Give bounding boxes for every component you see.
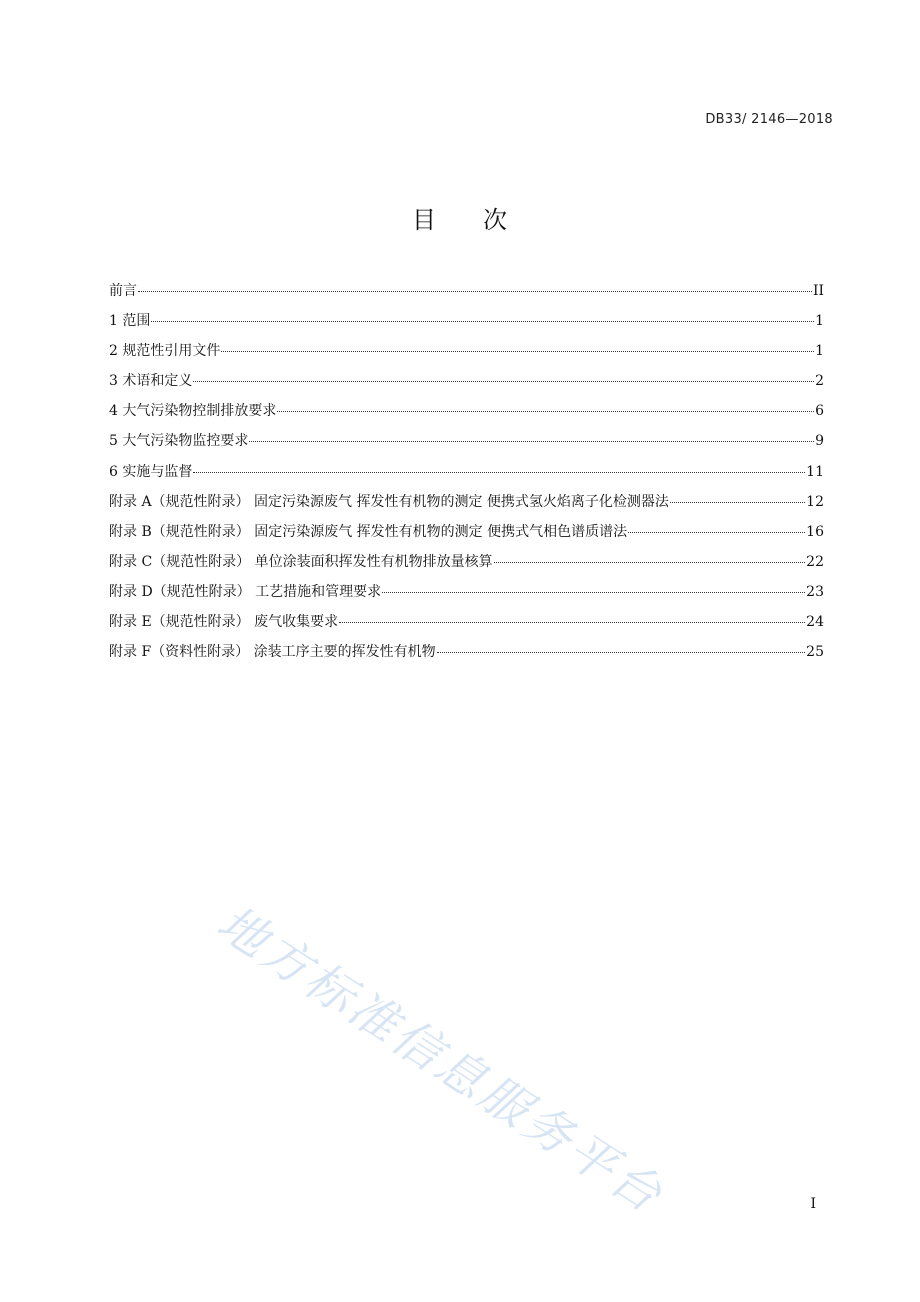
toc-dot-leader bbox=[138, 291, 812, 292]
toc-dot-leader bbox=[277, 411, 814, 412]
toc-entry-page: 11 bbox=[806, 463, 824, 480]
toc-dot-leader bbox=[339, 622, 805, 623]
toc-entry-label: 附录 A（规范性附录） 固定污染源废气 挥发性有机物的测定 便携式氢火焰离子化检测器法 bbox=[109, 493, 669, 510]
toc-entry-monitoring[interactable] bbox=[109, 426, 824, 456]
watermark: 地方标准信息服务平台 bbox=[207, 894, 674, 1225]
toc-dot-leader bbox=[437, 652, 806, 653]
toc-dot-leader bbox=[221, 351, 814, 352]
toc-entry-label: 附录 F（资料性附录） 涂装工序主要的挥发性有机物 bbox=[109, 644, 436, 661]
toc-entry-foreword[interactable] bbox=[109, 276, 824, 306]
toc-entry-appendix-d[interactable] bbox=[109, 577, 824, 607]
toc-entry-appendix-c[interactable] bbox=[109, 547, 824, 577]
table-of-contents bbox=[109, 276, 824, 667]
toc-dot-leader bbox=[494, 562, 806, 563]
toc-entry-page: 6 bbox=[815, 403, 824, 420]
toc-entry-scope[interactable] bbox=[109, 306, 824, 336]
toc-dot-leader bbox=[151, 321, 814, 322]
toc-entry-page: 1 bbox=[815, 313, 824, 330]
toc-dot-leader bbox=[193, 381, 814, 382]
toc-dot-leader bbox=[193, 472, 805, 473]
toc-entry-implementation[interactable] bbox=[109, 457, 824, 487]
toc-entry-label: 附录 B（规范性附录） 固定污染源废气 挥发性有机物的测定 便携式气相色谱质谱法 bbox=[109, 523, 628, 540]
toc-entry-page: 2 bbox=[815, 373, 824, 390]
toc-entry-label: 附录 C（规范性附录） 单位涂装面积挥发性有机物排放量核算 bbox=[109, 553, 493, 570]
toc-entry-page: 1 bbox=[815, 343, 824, 360]
page-number: I bbox=[810, 1196, 816, 1212]
toc-entry-page: 24 bbox=[806, 614, 824, 631]
toc-entry-page: 12 bbox=[806, 493, 824, 510]
toc-entry-label: 附录 D（规范性附录） 工艺措施和管理要求 bbox=[109, 583, 382, 600]
toc-entry-label: 6 实施与监督 bbox=[109, 463, 193, 480]
toc-entry-appendix-f[interactable] bbox=[109, 637, 824, 667]
toc-entry-label: 附录 E（规范性附录） 废气收集要求 bbox=[109, 614, 339, 631]
document-code: DB33/ 2146—2018 bbox=[705, 112, 833, 127]
toc-entry-label: 5 大气污染物监控要求 bbox=[109, 433, 249, 450]
toc-dot-leader bbox=[382, 592, 805, 593]
toc-entry-label: 4 大气污染物控制排放要求 bbox=[109, 403, 277, 420]
toc-entry-page: 16 bbox=[806, 523, 824, 540]
toc-entry-label: 2 规范性引用文件 bbox=[109, 343, 221, 360]
toc-entry-label: 3 术语和定义 bbox=[109, 373, 193, 390]
toc-dot-leader bbox=[670, 502, 805, 503]
toc-entry-label: 前言 bbox=[109, 283, 137, 299]
toc-dot-leader bbox=[628, 532, 805, 533]
toc-entry-page: 9 bbox=[815, 433, 824, 450]
toc-entry-page: 25 bbox=[806, 644, 824, 661]
toc-entry-page: II bbox=[812, 283, 824, 299]
toc-entry-appendix-b[interactable] bbox=[109, 517, 824, 547]
toc-title bbox=[0, 200, 920, 235]
toc-title-char-1: 目 bbox=[412, 206, 437, 234]
toc-entry-page: 23 bbox=[806, 583, 824, 600]
toc-entry-emission-control[interactable] bbox=[109, 396, 824, 426]
toc-entry-label: 1 范围 bbox=[109, 313, 151, 330]
toc-entry-appendix-e[interactable] bbox=[109, 607, 824, 637]
toc-title-char-2: 次 bbox=[483, 206, 508, 234]
toc-dot-leader bbox=[249, 441, 814, 442]
toc-entry-appendix-a[interactable] bbox=[109, 487, 824, 517]
toc-entry-terms-definitions[interactable] bbox=[109, 366, 824, 396]
toc-entry-page: 22 bbox=[806, 553, 824, 570]
toc-entry-normative-references[interactable] bbox=[109, 336, 824, 366]
